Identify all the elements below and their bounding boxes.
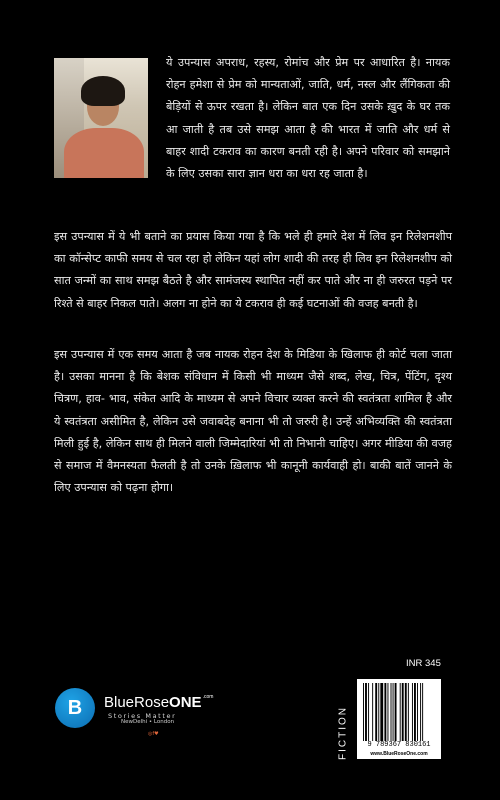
barcode-icon [363, 683, 435, 741]
isbn-number: 9 789367 830161 [367, 741, 431, 749]
website-url: www.BlueRoseOne.com [370, 751, 428, 757]
publisher-tagline: Stories Matter [108, 712, 177, 720]
synopsis-paragraph-2: इस उपन्यास में एक समय आता है जब नायक रोहन देश के मिडिया के खिलाफ ही कोर्ट चला जाता है। उसका मानना है कि बेशक संविधान में किसी भी माध्यम जैसे शब्द, लेख, चित्र, पेंटिंग, दृश्य चित्रण, हाव- भाव, संकेत आदि के माध्यम से अपने विचार व्यक्त करने की स्वतंत्रता शामिल है और ये स्वतंत्रता असीमित है, लेकिन उसे जवाबदेह बनाना भी तो जरुरी है। उन्हें अभिव्यक्ति की स्वतंत्रता मिली हुई है, लेकिन साथ ही मिलने वाली जिम्मेदारियां भी तो निभानी चाहिए। अगर मीडिया की वजह से समाज में वैमनस्यता फैलती है तो उनके ख़िलाफ भी कानूनी कार्यवाही हो। बाकी बातें जानने के लिए उपन्यास को पढ़ना होगा। [54, 348, 452, 495]
social-icons: ◎f♥ [148, 731, 159, 737]
price-label: INR 345 [406, 658, 441, 669]
barcode-panel [357, 679, 441, 759]
genre-label: FICTION [337, 706, 349, 760]
synopsis-paragraph-1: इस उपन्यास में ये भी बताने का प्रयास किया गया है कि भले ही हमारे देश में लिव इन रिलेशनशीप का कॉन्सेप्ट काफी समय से चल रहा हो लेकिन यहां लोग शादी की तरह ही लिव इन रिलेशनशीप को सात जन्मों का साथ समझ बैठते है और सामंजस्य स्थापित नहीं कर पाते और ना ही जरुरत पड़ने पर रिश्ते से बाहर निकल पाते। अलग ना होने का ये टकराव ही कई घटनाओं की वजह बनती है। [54, 230, 452, 310]
author-photo [54, 58, 148, 178]
author-blurb: ये उपन्यास अपराध, रहस्य, रोमांच और प्रेम पर आधारित है। नायक रोहन हमेशा से प्रेम को मान्यताओं, जाति, धर्म, नस्ल और लैंगिकता की बेड़ियों से ऊपर रखता है। लेकिन बात एक दिन उसके ख़ुद के घर तक आ जाती है तब उसे समझ आता है की भारत में जाति और धर्म से बाहर शादी टकराव का कारण बनती रही है। अपने परिवार को समझाने के लिए उसका सारा ज्ञान धरा का धरा रह जाता है। [166, 56, 450, 181]
publisher-logo-icon: B [55, 688, 95, 728]
publisher-name: BlueRoseONE$^{.com}$ [104, 694, 214, 711]
publisher-cities: NewDelhi • London [121, 719, 175, 725]
